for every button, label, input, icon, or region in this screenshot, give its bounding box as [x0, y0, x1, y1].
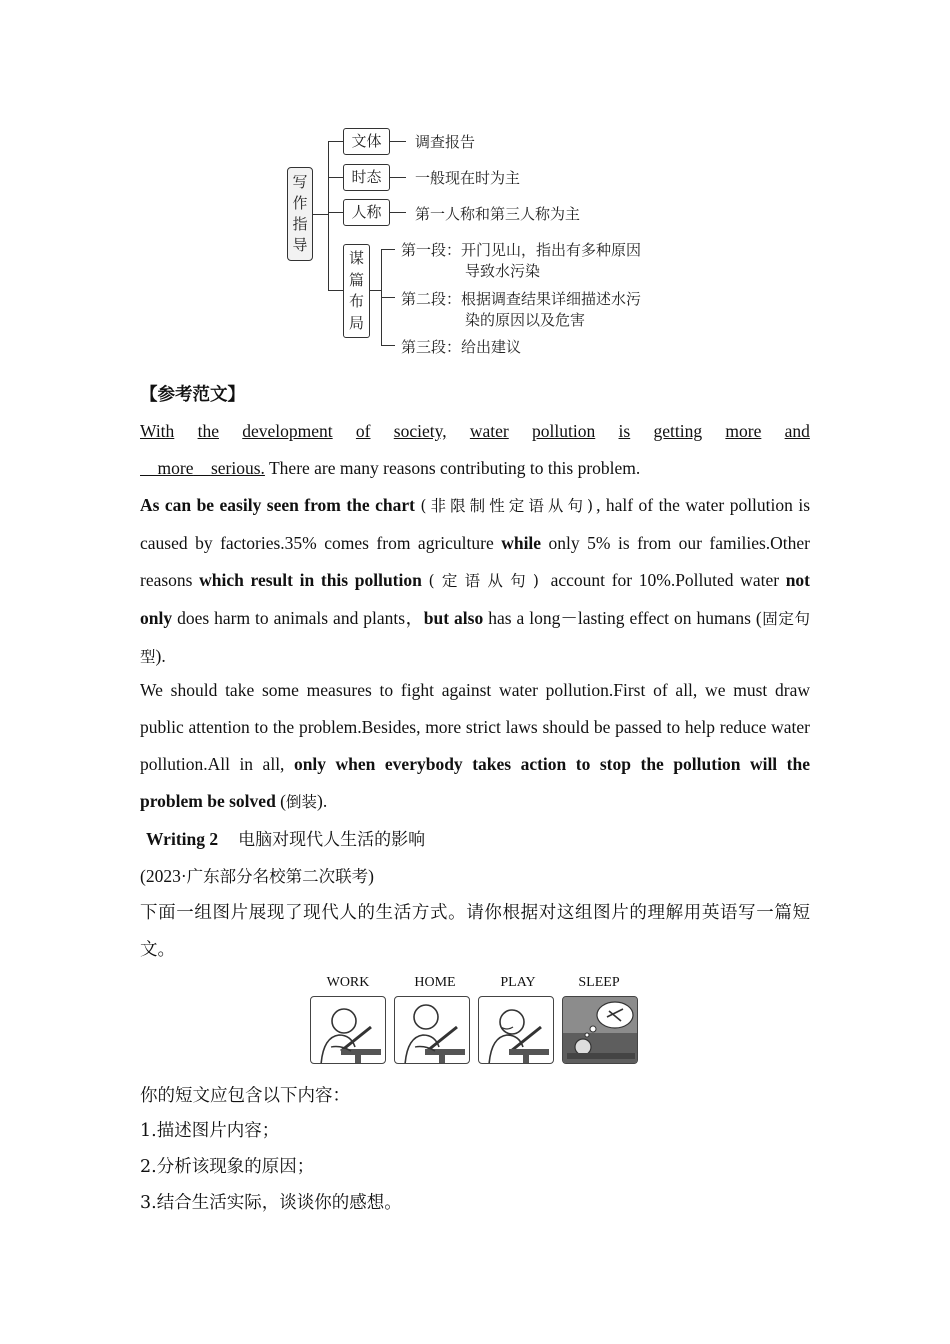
- mindmap-root: [287, 167, 313, 261]
- mindmap-branch-value: 调查报告: [415, 133, 476, 151]
- text-run: ): [368, 866, 374, 886]
- requirements-intro: 你的短文应包含以下内容：: [140, 1086, 350, 1106]
- sample-paragraph-1: [140, 413, 810, 487]
- sample-p1-line2: [140, 450, 810, 487]
- bold-phrase: but also: [423, 608, 484, 628]
- mindmap-branch-label: 时态: [351, 168, 382, 186]
- mindmap-connector: [390, 212, 406, 213]
- writing2-heading: [146, 821, 425, 859]
- bold-phrase: As can be easily seen from the chart: [140, 495, 415, 515]
- word: With: [140, 421, 175, 441]
- writing2-source: [140, 858, 374, 895]
- mindmap-connector: [328, 141, 343, 142]
- text-run: (2023·: [140, 866, 187, 886]
- mindmap-branch-person: [343, 199, 390, 226]
- mindmap-branch-label: 人称: [351, 203, 382, 221]
- mindmap-connector: [328, 141, 329, 290]
- source-name: 广东部分名校第二次联考: [186, 867, 369, 886]
- mindmap-connector: [328, 177, 343, 178]
- panel-label-home: HOME: [414, 975, 456, 990]
- mindmap-connector: [381, 297, 395, 298]
- word: getting: [653, 421, 703, 441]
- text-run: (: [275, 791, 286, 811]
- mindmap-connector: [390, 177, 406, 178]
- word: more: [157, 458, 194, 478]
- mindmap-branch-value: 第一人称和第三人称为主: [415, 205, 581, 223]
- text-run: We should take some measures to fight against water pollution.First of all, we must draw public attention to the problem.Besides, more strict laws should be passed to help reduce water pollution.All in all,: [140, 680, 810, 774]
- mindmap-layout-char: 局: [348, 313, 364, 332]
- mindmap-connector: [390, 141, 406, 142]
- mindmap-root-char: 写: [292, 173, 308, 191]
- word: society,: [393, 421, 447, 441]
- text-run: has a long－lasting effect on humans (: [483, 608, 762, 628]
- sample-heading: 【参考范文】: [140, 385, 245, 405]
- sample-paragraph-3: [140, 672, 810, 821]
- word: pollution: [532, 421, 596, 441]
- writing2-prompt: 下面一组图片展现了现代人的生活方式。请你根据对这组图片的理解用英语写一篇短文。: [140, 903, 810, 960]
- grammar-note: 倒装: [286, 793, 318, 811]
- panel-sleep-illustration: [562, 996, 638, 1064]
- word: of: [355, 421, 371, 441]
- text-run: ).: [317, 791, 328, 811]
- mindmap-layout-item-3: 第三段：给出建议: [401, 338, 522, 356]
- word: and: [784, 421, 810, 441]
- writing2-label: Writing 2: [146, 829, 219, 849]
- panel-label-work: WORK: [326, 975, 370, 990]
- text-run: account for 10%.Polluted water: [543, 570, 786, 590]
- mindmap-connector: [313, 214, 328, 215]
- mindmap-branch-tense: [343, 164, 390, 191]
- bold-phrase: only when everybody takes action to stop the pollution will the problem be solved: [140, 754, 810, 811]
- mindmap-layout-item-1: 第一段：开门见山，指出有多种原因: [401, 241, 642, 259]
- mindmap-layout-item-2: 第二段：根据调查结果详细描述水污: [401, 290, 642, 308]
- word: serious.: [210, 458, 265, 478]
- bold-phrase: not only: [140, 570, 811, 628]
- mindmap-root-char: 作: [292, 194, 308, 212]
- mindmap-connector: [328, 290, 343, 291]
- panel-label-play: PLAY: [500, 975, 536, 990]
- mindmap-connector: [381, 345, 395, 346]
- requirement-item: 3.结合生活实际，谈谈你的感想。: [140, 1193, 402, 1213]
- mindmap-branch-value: 一般现在时为主: [415, 169, 521, 187]
- sample-p1-line1: [140, 413, 810, 450]
- mindmap-root-char: 指: [292, 215, 308, 233]
- mindmap-branch-layout: [343, 244, 370, 338]
- mindmap-layout-char: 篇: [348, 270, 364, 289]
- grammar-note: (定语从句): [428, 572, 544, 590]
- mindmap-connector: [328, 212, 343, 213]
- grammar-note: (非限制性定语从句): [420, 497, 597, 515]
- panel-work-illustration: [310, 996, 386, 1064]
- panel-label-sleep: SLEEP: [578, 975, 620, 990]
- mindmap-connector: [381, 249, 395, 250]
- word: is: [618, 421, 631, 441]
- word: development: [242, 421, 333, 441]
- text-run: does harm to animals and plants，: [172, 608, 424, 628]
- bold-phrase: while: [501, 533, 542, 553]
- text-run: ).: [155, 646, 166, 666]
- mindmap-layout-item-1-cont: 导致水污染: [465, 262, 541, 280]
- mindmap-layout-char: 布: [348, 292, 364, 310]
- grammar-note: 固定句型: [140, 610, 810, 666]
- mindmap-root-char: 导: [292, 236, 308, 254]
- panel-play-illustration: [478, 996, 554, 1064]
- text-run: , half of the water pollution is caused by factories.35% comes from agriculture: [140, 495, 811, 553]
- mindmap-branch-style: [343, 128, 390, 155]
- sample-paragraph-2: [140, 487, 810, 676]
- requirement-item: 2.分析该现象的原因；: [140, 1157, 315, 1177]
- bold-phrase: which result in this pollution: [199, 570, 422, 590]
- writing2-title: 电脑对现代人生活的影响: [238, 830, 426, 850]
- word: the: [197, 421, 219, 441]
- text-run: only 5% is from our families.Other reasons: [140, 533, 810, 590]
- sample-p1-rest: There are many reasons contributing to this problem.: [264, 458, 641, 478]
- mindmap-layout-char: 谋: [348, 249, 364, 267]
- mindmap-branch-label: 文体: [351, 132, 382, 150]
- word: more: [725, 421, 762, 441]
- panel-home-illustration: [394, 996, 470, 1064]
- word: water: [469, 421, 509, 441]
- mindmap-layout-item-2-cont: 染的原因以及危害: [465, 311, 586, 329]
- requirement-item: 1.描述图片内容；: [140, 1121, 280, 1141]
